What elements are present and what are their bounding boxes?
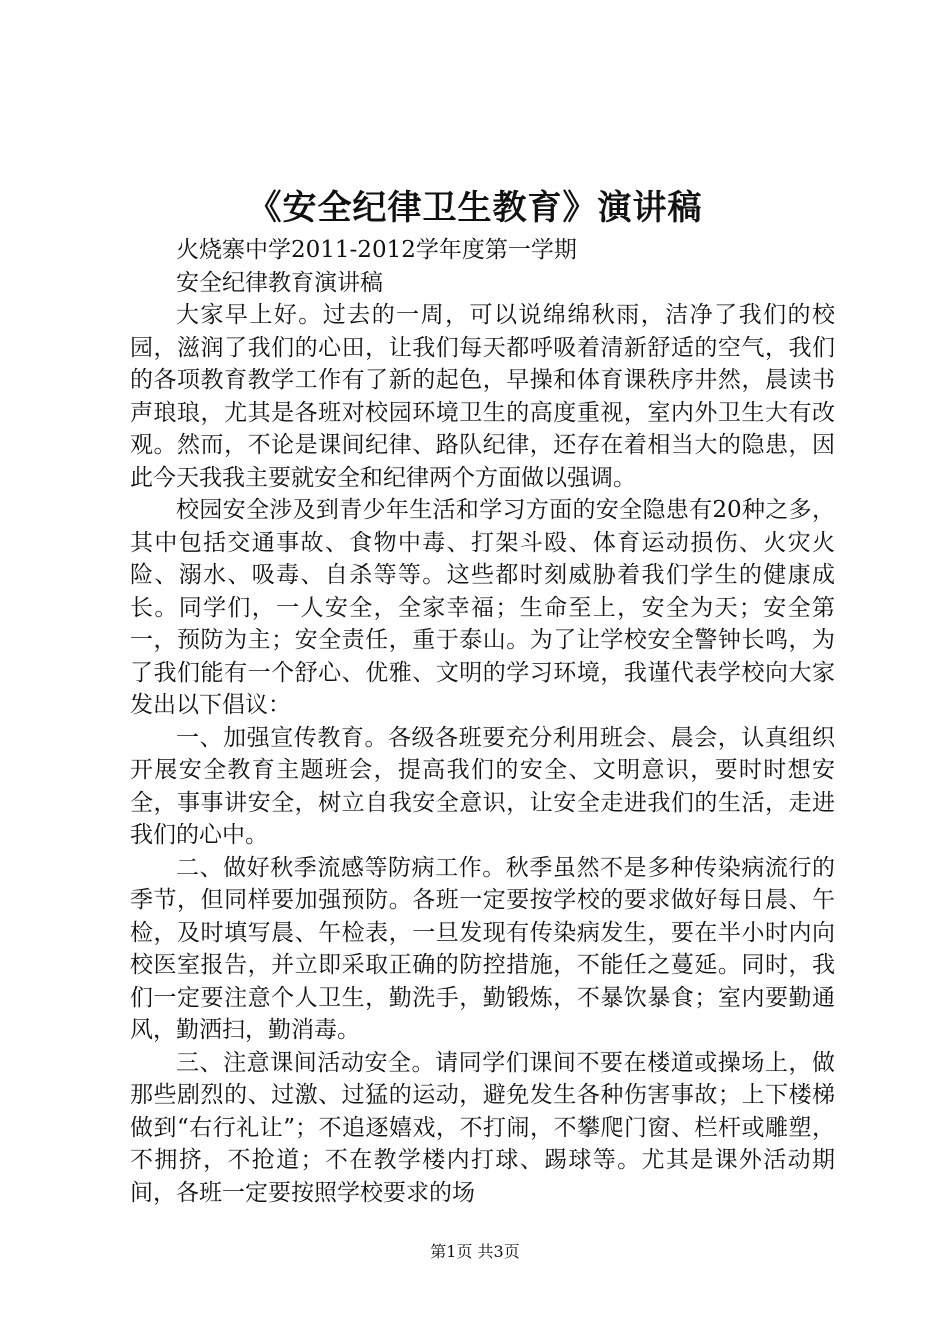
paragraph-subtitle: 安全纪律教育演讲稿 <box>176 269 383 296</box>
document-title: 《安全纪律卫生教育》演讲稿 <box>247 188 703 228</box>
paragraph-point-one: 一、加强宣传教育。各级各班要充分利用班会、晨会，认真组织开展安全教育主题班会，提高我们的安全、文明意识，要时时想安全，事事讲安全，树立自我安全意识，让安全走进我们的生活，走进我们的心中。 <box>130 724 835 848</box>
paragraph-point-two: 二、做好秋季流感等防病工作。秋季虽然不是多种传染病流行的季节，但同样要加强预防。各班一定要按学校的要求做好每日晨、午检，及时填写晨、午检表，一旦发现有传染病发生，要在半小时内向校医室报告，并立即采取正确的防控措施，不能任之蔓延。同时，我们一定要注意个人卫生，勤洗手，勤锻炼，不暴饮暴食；室内要勤通风，勤洒扫，勤消毒。 <box>130 854 835 1043</box>
paragraph-point-three: 三、注意课间活动安全。请同学们课间不要在楼道或操场上，做那些剧烈的、过激、过猛的运动，避免发生各种伤害事故；上下楼梯做到“右行礼让”；不追逐嬉戏，不打闹，不攀爬门窗、栏杆或雕塑，不拥挤，不抢道；不在教学楼内打球、踢球等。尤其是课外活动期间，各班一定要按照学校要求的场 <box>130 1049 835 1206</box>
paragraph-campus-safety: 校园安全涉及到青少年生活和学习方面的安全隐患有20种之多，其中包括交通事故、食物中毒、打架斗殴、体育运动损伤、火灾火险、溺水、吸毒、自杀等等。这些都时刻威胁着我们学生的健康成长。同学们，一人安全，全家幸福；生命至上，安全为天；安全第一，预防为主；安全责任，重于泰山。为了让学校安全警钟长鸣，为了我们能有一个舒心、优雅、文明的学习环境，我谨代表学校向大家发出以下倡议： <box>130 497 835 718</box>
paragraph-greeting: 大家早上好。过去的一周，可以说绵绵秋雨，洁净了我们的校园，滋润了我们的心田，让我们每天都呼吸着清新舒适的空气，我们的各项教育教学工作有了新的起色，早操和体育课秩序井然，晨读书声琅琅，尤其是各班对校园环境卫生的高度重视，室内外卫生大有改观。然而，不论是课间纪律、路队纪律，还存在着相当大的隐患，因此今天我我主要就安全和纪律两个方面做以强调。 <box>130 302 835 491</box>
document-body <box>130 234 835 1209</box>
paragraph-school-term: 火烧寨中学2011-2012学年度第一学期 <box>176 237 577 263</box>
page-footer: 第1页 共3页 <box>430 1242 520 1261</box>
